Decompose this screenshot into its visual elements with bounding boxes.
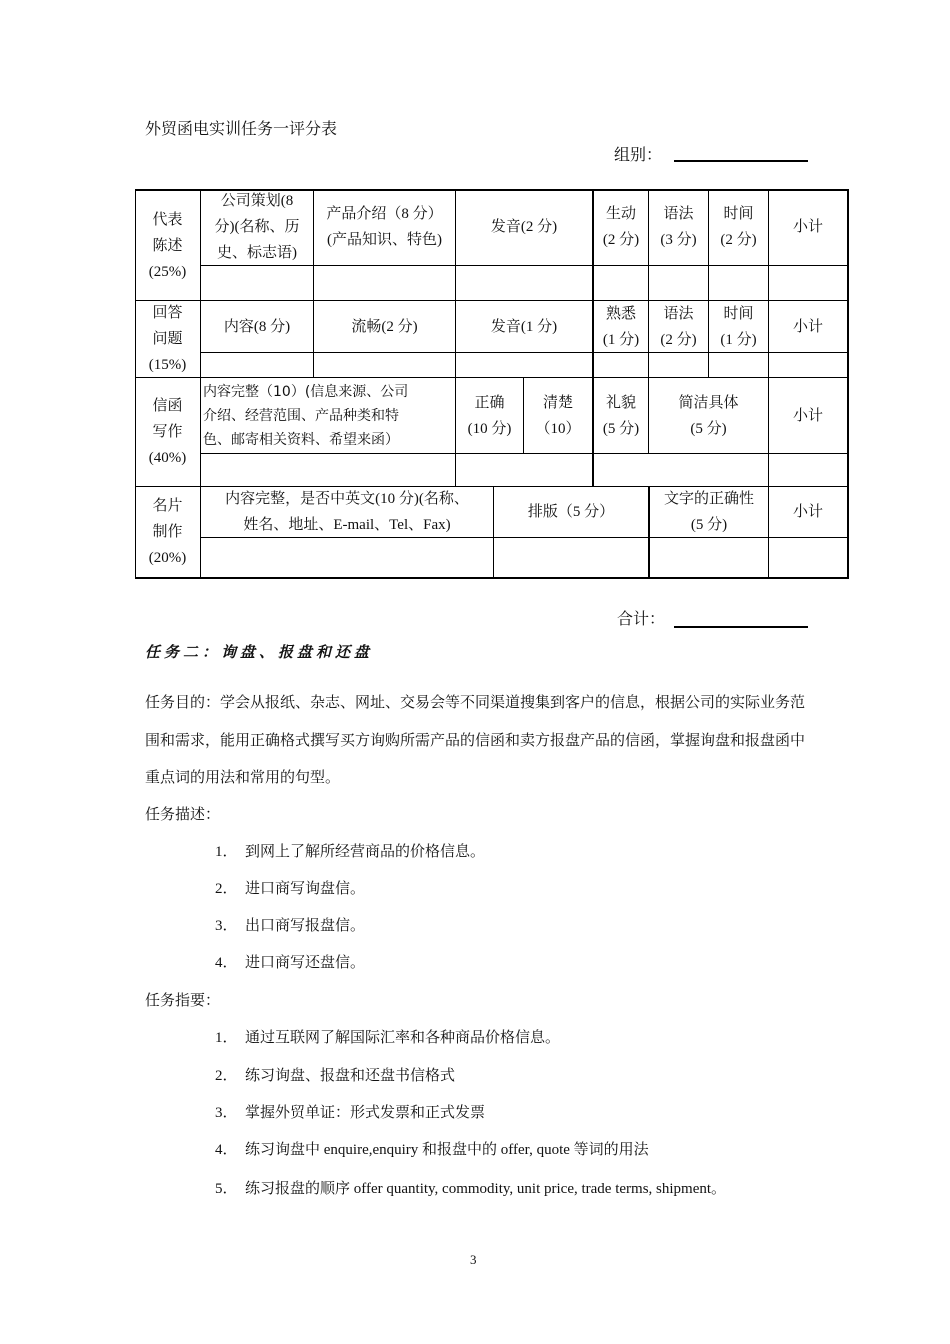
row4-content: 内容完整，是否中英文(10 分)(名称、 姓名、地址、E-mail、Tel、Fax) <box>225 491 469 533</box>
task-purpose <box>145 684 815 797</box>
row2-fluency: 流畅(2 分) <box>351 318 418 335</box>
description-item: 4． 进口商写还盘信。 <box>215 955 366 971</box>
group-blank <box>674 160 808 162</box>
row3-content: 内容完整（10）(信息来源、公司 介绍、经营范围、产品种类和特 色、邮寄相关资料、希望来函） <box>203 383 409 448</box>
purpose-label: 任务目的： <box>145 693 221 711</box>
total-blank <box>674 626 808 628</box>
row3-courtesy: 礼貌 (5 分) <box>602 394 640 437</box>
row4-category: 名片 制作 (20%) <box>148 498 187 566</box>
guide-item: 2． 练习询盘、报盘和还盘书信格式 <box>215 1068 456 1084</box>
guide-label: 任务指要： <box>145 991 221 1009</box>
group-label: 组别： <box>614 145 663 164</box>
task2-heading: 任务二：询盘、报盘和还盘 <box>145 643 374 661</box>
row2-subtotal: 小计 <box>792 318 823 335</box>
row3-correctness: 正确 (10 分) <box>467 394 512 437</box>
row1-category: 代表 陈述 (25%) <box>148 211 187 280</box>
purpose-text: 学会从报纸、杂志、网址、交易会等不同渠道搜集到客户的信息，根据公司的实际业务范围和需求，能用正确格式撰写买方询购所需产品的信函和卖方报盘产品的信函，掌握询盘和报盘函中重点词的用法和常用的句型。 <box>145 693 806 786</box>
guide-item: 4． 练习询盘中 enquire,enquiry 和报盘中的 offer, quote 等词的用法 <box>215 1142 649 1158</box>
row3-category: 信函 写作 (40%) <box>148 398 187 466</box>
row2-time: 时间 (1 分) <box>720 305 757 348</box>
row3-clarity: 清楚 （10） <box>535 394 581 437</box>
row1-grammar: 语法 (3 分) <box>660 206 697 248</box>
row4-layout: 排版（5 分） <box>527 504 615 520</box>
guide-item: 1． 通过互联网了解国际汇率和各种商品价格信息。 <box>215 1030 561 1046</box>
page-title: 外贸函电实训任务一评分表 <box>145 119 338 138</box>
row3-subtotal: 小计 <box>792 407 823 424</box>
description-item: 2． 进口商写询盘信。 <box>215 881 366 897</box>
row2-pronunciation: 发音(1 分) <box>490 318 558 335</box>
row1-pronunciation: 发音(2 分) <box>490 219 558 235</box>
row1-vividness: 生动 (2 分) <box>602 206 640 248</box>
row2-category: 回答 问题 (15%) <box>148 305 187 373</box>
description-item: 3． 出口商写报盘信。 <box>215 918 366 934</box>
guide-item: 5． 练习报盘的顺序 offer quantity, commodity, unit price, trade terms, shipment。 <box>215 1181 727 1197</box>
description-item: 1． 到网上了解所经营商品的价格信息。 <box>215 844 486 860</box>
row1-product-intro: 产品介绍（8 分） (产品知识、特色) <box>326 206 443 248</box>
row1-time: 时间 (2 分) <box>720 206 757 248</box>
page-number: 3 <box>470 1252 477 1267</box>
row2-grammar: 语法 (2 分) <box>660 305 697 348</box>
row1-subtotal: 小计 <box>792 219 823 235</box>
row2-familiarity: 熟悉 (1 分) <box>602 305 640 348</box>
guide-item: 3． 掌握外贸单证：形式发票和正式发票 <box>215 1105 486 1121</box>
row4-subtotal: 小计 <box>792 504 823 520</box>
row1-company-plan: 公司策划(8 分)(名称、历 史、标志语) <box>214 193 300 261</box>
score-table <box>135 189 849 579</box>
total-label: 合计： <box>617 609 666 628</box>
row2-content: 内容(8 分) <box>223 318 291 335</box>
row4-text-accuracy: 文字的正确性 (5 分) <box>663 491 754 533</box>
description-label: 任务描述： <box>145 805 221 823</box>
row3-conciseness: 简洁具体 (5 分) <box>678 394 739 437</box>
